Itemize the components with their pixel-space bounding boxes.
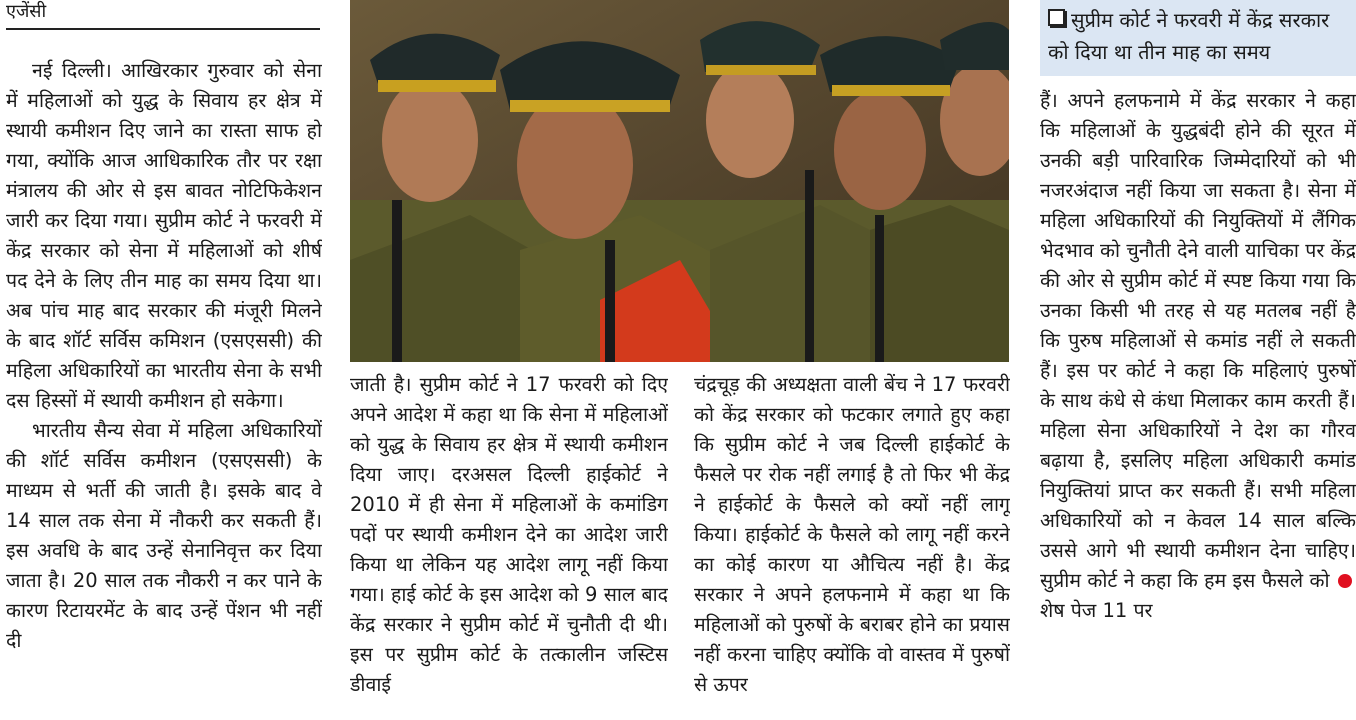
photo-women-army-officers (350, 0, 1009, 362)
continue-dot-icon (1338, 574, 1352, 588)
highlight-title: सुप्रीम कोर्ट ने फरवरी में केंद्र सरकार को दिया था तीन माह का समय (1048, 8, 1330, 64)
article-column-4 (1040, 86, 1356, 720)
continued-on-page: शेष पेज 11 पर (1040, 599, 1153, 622)
article-column-3: चंद्रचूड़ की अध्यक्षता वाली बेंच ने 17 फरवरी को केंद्र सरकार को फटकार लगाते हुए कहा कि सुप्रीम कोर्ट ने जब दिल्ली हाईकोर्ट के फैसले पर रोक नहीं लगाई है तो फिर भी केंद्र ने हाईकोर्ट के फैसले को क्यों नहीं लागू किया। हाईकोर्ट के फैसले को लागू नहीं करने का कोई कारण या औचित्य नहीं है। केंद्र सरकार ने अपने हलफनामे में कहा था कि महिलाओं को पुरुषों के बराबर होने का प्रयास नहीं करना चाहिए क्योंकि वो वास्तव में पुरुषों से ऊपर (694, 373, 1010, 696)
paragraph: नई दिल्ली। आखिरकार गुरुवार को सेना में महिलाओं को युद्ध के सिवाय हर क्षेत्र में स्थायी कमीशन दिए जाने का रास्ता साफ हो गया, क्योंकि आज आधिकारिक तौर पर रक्षा मंत्रालय की ओर से इस बावत नोटिफिकेशन जारी कर दिया गया। सुप्रीम कोर्ट ने फरवरी में केंद्र सरकार को सेना में महिलाओं को शीर्ष पद देने के लिए तीन माह का समय दिया था। अब पांच माह बाद सरकार की मंजूरी मिलने के बाद शॉर्ट सर्विस कमिशन (एसएससी) की महिला अधिकारियों का भारतीय सेना के सभी दस हिस्सों में स्थायी कमीशन हो सकेगा। (6, 59, 322, 412)
article-column-2: जाती है। सुप्रीम कोर्ट ने 17 फरवरी को दिए अपने आदेश में कहा था कि सेना में महिलाओं को युद्ध के सिवाय हर क्षेत्र में स्थायी कमीशन दिया जाए। दरअसल दिल्ली हाईकोर्ट ने 2010 में ही सेना में महिलाओं के कमांडिग पदों पर स्थायी कमीशन देने का आदेश जारी किया था लेकिन यह आदेश लागू नहीं किया गया। हाई कोर्ट के इस आदेश को 9 साल बाद केंद्र सरकार ने सुप्रीम कोर्ट में चुनौती दी थी। इस पर सुप्रीम कोर्ट के तत्कालीन जस्टिस डीवाई (350, 373, 668, 696)
article-column-1 (6, 56, 322, 720)
byline: एजेंसी (6, 0, 320, 30)
highlight-box (1040, 0, 1356, 76)
checkbox-bullet-icon (1048, 9, 1065, 26)
paragraph: भारतीय सैन्य सेवा में महिला अधिकारियों की शॉर्ट सर्विस कमीशन (एसएससी) के माध्यम से भर्ती की जाती है। इसके बाद वे 14 साल तक सेना में नौकरी कर सकती हैं। इस अवधि के बाद उन्हें सेनानिवृत्त कर दिया जाता है। 20 साल तक नौकरी न कर पाने के कारण रिटायरमेंट के बाद उन्हें पेंशन भी नहीं दी (6, 419, 322, 652)
paragraph: हैं। अपने हलफनामे में केंद्र सरकार ने कहा कि महिलाओं के युद्धबंदी होने की सूरत में उनकी बड़ी पारिवारिक जिम्मेदारियों को भी नजरअंदाज नहीं किया जा सकता है। सेना में महिला अधिकारियों की नियुक्तियों में लैंगिक भेदभाव को चुनौती देने वाली याचिका पर केंद्र की ओर से सुप्रीम कोर्ट में स्पष्ट किया गया कि उनका किसी भी तरह से यह मतलब नहीं है कि पुरुष महिलाओं से कमांड नहीं ले सकती हैं। इस पर कोर्ट ने कहा कि महिलाएं पुरुषों के साथ कंधे से कंधा मिलाकर काम करती हैं। महिला सेना अधिकारियों ने देश का गौरव बढ़ाया है, इसलिए महिला अधिकारी कमांड नियुक्तियां प्राप्त कर सकती हैं। सभी महिला अधिकारियों को न केवल 14 साल बल्कि उससे आगे भी स्थायी कमीशन देना चाहिए। सुप्रीम कोर्ट ने कहा कि हम इस फैसले को (1040, 89, 1356, 592)
